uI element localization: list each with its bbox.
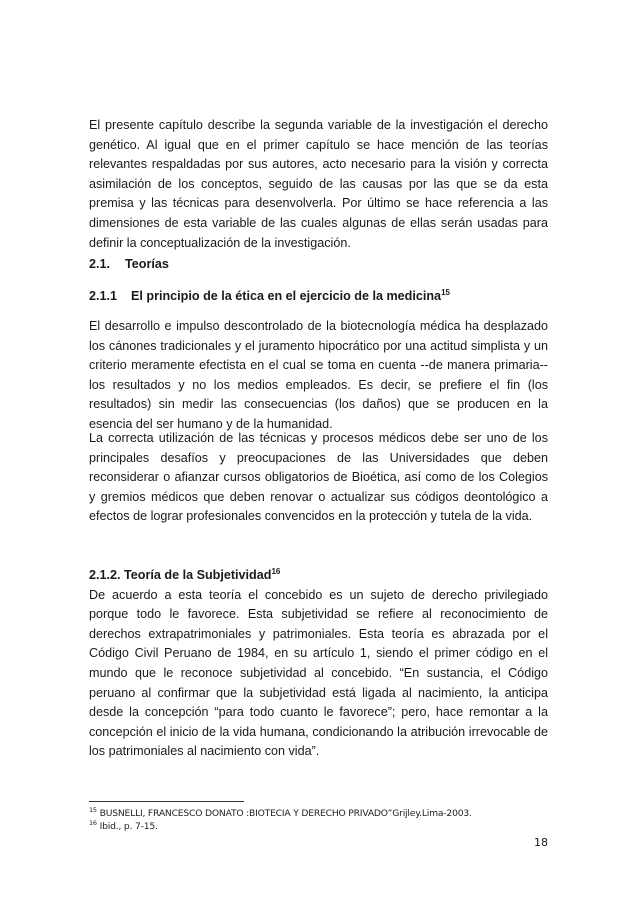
- footnote-15-text: BUSNELLI, FRANCESCO DONATO :BIOTECIA Y DERECHO PRIVADO”Grijley.Lima-2003.: [99, 808, 472, 819]
- section-2-1-heading: [89, 255, 548, 275]
- section-2-1-2-title: Teoría de la Subjetividad: [124, 568, 272, 582]
- footnote-15-number: 15: [89, 805, 97, 814]
- footnote-16-text: Ibid., p. 7-15.: [99, 821, 158, 832]
- section-2-1-1-paragraph-1-block: [89, 317, 548, 435]
- section-2-1-title: Teorías: [125, 257, 169, 271]
- section-2-1-1-heading: [89, 287, 548, 307]
- footnote-15: [89, 805, 472, 820]
- intro-paragraph-block: [89, 116, 548, 253]
- footnote-separator: [89, 801, 244, 802]
- section-2-1-2-paragraph: De acuerdo a esta teoría el concebido es un sujeto de derecho privilegiado porque todo le favorece. Esta subjetividad se refiere al reconocimiento de derechos extrapatrimoniales y patrimoniales. Esta teoría es abrazada por el Código Civil Peruano de 1984, en su artículo 1, siendo el primer código en el mundo que le reconoce subjetividad al concebido. “En sustancia, el Código peruano al confirmar que la subjetividad está ligada al nacimiento, la anticipa desde la concepción “para todo cuanto le favorece”; pero, hace remontar a la concepción el inicio de la vida humana, condicionando la atribución irrevocable de los patrimoniales al nacimiento con vida”.: [89, 587, 548, 759]
- section-2-1-1-paragraph-2: La correcta utilización de las técnicas y procesos médicos debe ser uno de los principales desafíos y preocupaciones de las Universidades que deben reconsiderar o afianzar cursos obligatorios de Bioética, así como de los Colegios y gremios médicos que deben renovar o actualizar sus códigos deontológico a efectos de lograr profesionales convencidos en la protección y tutela de la vida.: [89, 431, 548, 524]
- footnote-ref-16: 16: [271, 566, 281, 576]
- section-2-1-1-number: 2.1.1: [89, 289, 118, 303]
- section-2-1-number: 2.1.: [89, 257, 111, 271]
- section-2-1-2-block: [89, 566, 548, 762]
- intro-paragraph: El presente capítulo describe la segunda variable de la investigación el derecho genético. Al igual que en el primer capítulo se hace mención de las teorías relevantes respaldadas por sus autores, acto necesario para la visión y correcta asimilación de los conceptos, seguido de las causas por las que se da esta premisa y las técnicas para desenvolverla. Por último se hace referencia a las dimensiones de esta variable de las cuales algunas de ellas serán usadas para definir la conceptualización de la investigación.: [89, 118, 548, 250]
- section-2-1-2-number: 2.1.2.: [89, 568, 121, 582]
- section-2-1-1-paragraph-1: El desarrollo e impulso descontrolado de la biotecnología médica ha desplazado los cánones tradicionales y el juramento hipocrático por una actitud simplista y un criterio meramente efectista en el cual se toma en cuenta --de manera primaria-- los resultados y no los medios empleados. Es decir, se prefiere el fin (los resultados) sin medir las consecuencias (los daños) que se producen en la esencia del ser humano y de la humanidad.: [89, 319, 548, 431]
- section-2-1-1-paragraph-2-block: [89, 429, 548, 527]
- footnote-ref-15: 15: [441, 287, 450, 297]
- section-2-1-1-title: El principio de la ética en el ejercicio de la medicina: [131, 289, 442, 303]
- page-number: 18: [534, 836, 548, 849]
- footnote-16: [89, 818, 158, 833]
- footnote-16-number: 16: [89, 818, 97, 827]
